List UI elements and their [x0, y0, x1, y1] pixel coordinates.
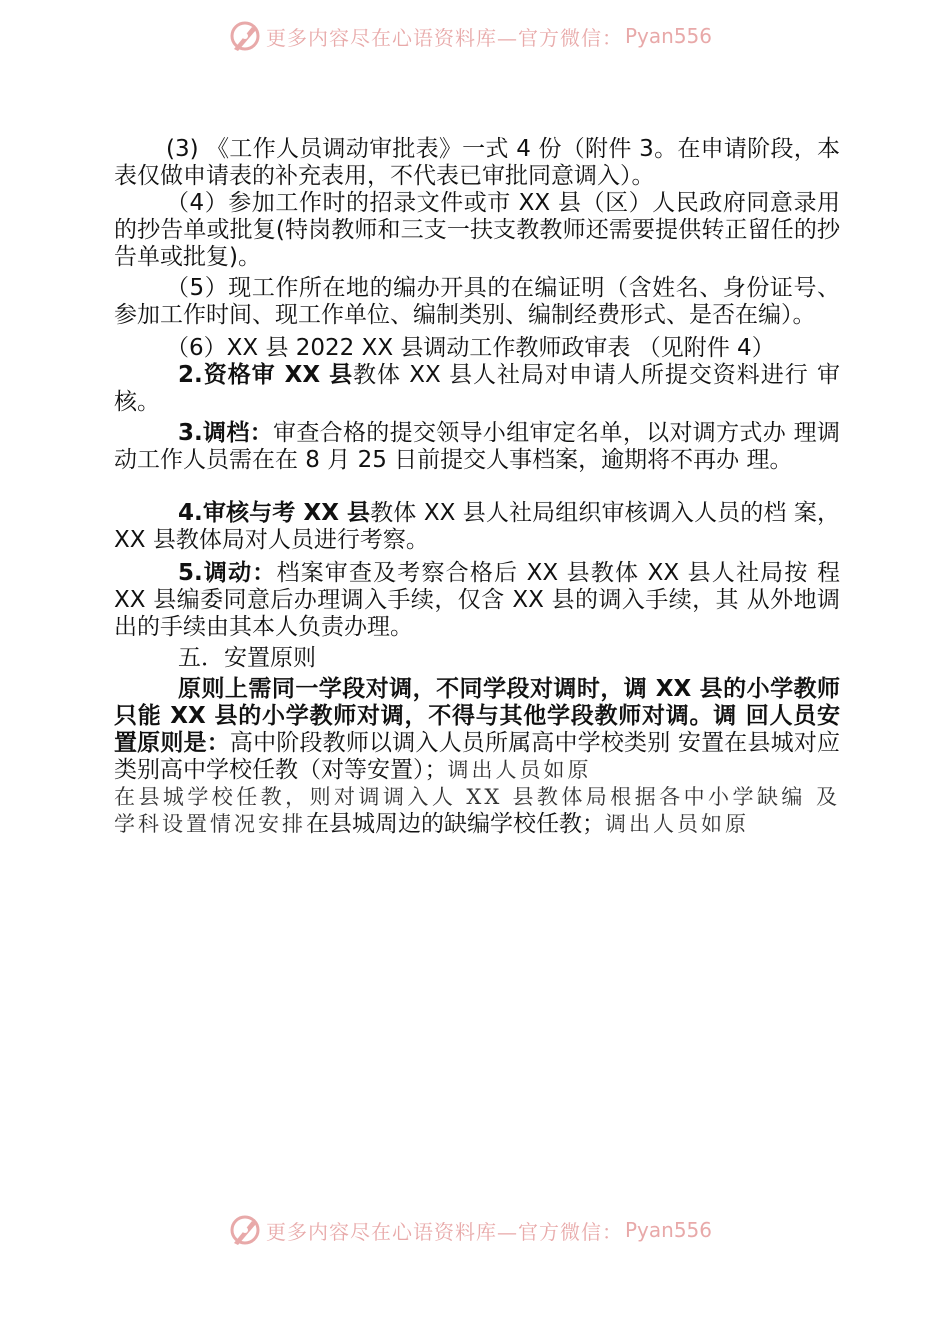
- watermark-wechat-id: Pyan556: [625, 24, 713, 48]
- step-3: [114, 420, 840, 474]
- document-body: [114, 136, 840, 838]
- step-2-title: 2.资格审 XX 县: [178, 362, 354, 388]
- step-5: [114, 560, 840, 641]
- step-2-body: 教体 XX 县人社局对申请人所提交资料进行 审核。: [114, 362, 840, 415]
- watermark-top: [228, 18, 748, 54]
- placement-principle: [114, 676, 840, 838]
- item-6: （6）XX 县 2022 XX 县调动工作教师政审表 （见附件 4）: [166, 335, 775, 361]
- watermark-wechat-id: Pyan556: [625, 1218, 713, 1242]
- principle-intro: 调 回人员安置原则是：: [114, 703, 840, 756]
- principle-serif-2: 在县城学校任教，则对调调入人 XX 县教体局根据各中小学缺编 及学科设置情况安排: [114, 785, 840, 836]
- watermark-text: 更多内容尽在心语资料库—官方微信：: [266, 1219, 623, 1244]
- step-4-title: 4.审核与考 XX 县: [178, 500, 371, 526]
- pen-logo-icon: [228, 1213, 262, 1247]
- principle-bold: 原则上需同一学段对调，不同学段对调时，调 XX 县的小学教师只能 XX 县的小学教师对调，不得与其他学段教师对调。: [114, 676, 840, 729]
- step-2: [114, 362, 840, 416]
- step-3-body: 审查合格的提交领导小组审定名单，以对调方式办 理调动工作人员需在在 8 月 25 日前提交人事档案，逾期将不再办 理。: [114, 420, 841, 473]
- item-5: （5）现工作所在地的编办开具的在编证明（含姓名、身份证号、参加工作时间、现工作单位、编制类别、编制经费形式、是否在编）。: [114, 275, 840, 328]
- item-4: （4）参加工作时的招录文件或市 XX 县（区）人民政府同意录用的抄告单或批复(特岗教师和三支一扶支教教师还需要提供转正留任的抄告单或批复)。: [114, 190, 840, 270]
- principle-serif-1: 调出人员如原: [447, 758, 592, 782]
- item-3: (3) 《工作人员调动审批表》一式 4 份（附件 3。在申请阶段，本表仅做申请表的补充表用，不代表已审批同意调入）。: [114, 136, 840, 189]
- principle-body-1: 高中阶段教师以调入人员所属高中学校类别 安置在县城对应类别高中学校任教（对等安置）；: [114, 730, 841, 783]
- watermark-text: 更多内容尽在心语资料库—官方微信：: [266, 25, 623, 50]
- watermark-bottom: [228, 1212, 748, 1248]
- step-5-title: 5.调动：: [178, 560, 277, 586]
- step-3-title: 3.调档：: [178, 420, 274, 446]
- principle-serif-3: 调出人员如原: [605, 812, 749, 836]
- pen-logo-icon: [228, 19, 262, 53]
- step-5-body: 档案审查及考察合格后 XX 县教体 XX 县人社局按 程 XX 县编委同意后办理调入手续，仅含 XX 县的调入手续，其 从外地调出的手续由其本人负责办理。: [114, 560, 840, 640]
- step-4: [114, 500, 840, 554]
- section-5-heading: 五．安置原则: [178, 645, 316, 671]
- principle-body-2: 在县城周边的缺编学校任教；: [306, 811, 605, 837]
- step-4-body: 教体 XX 县人社局组织审核调入人员的档 案，XX 县教体局对人员进行考察。: [114, 500, 840, 553]
